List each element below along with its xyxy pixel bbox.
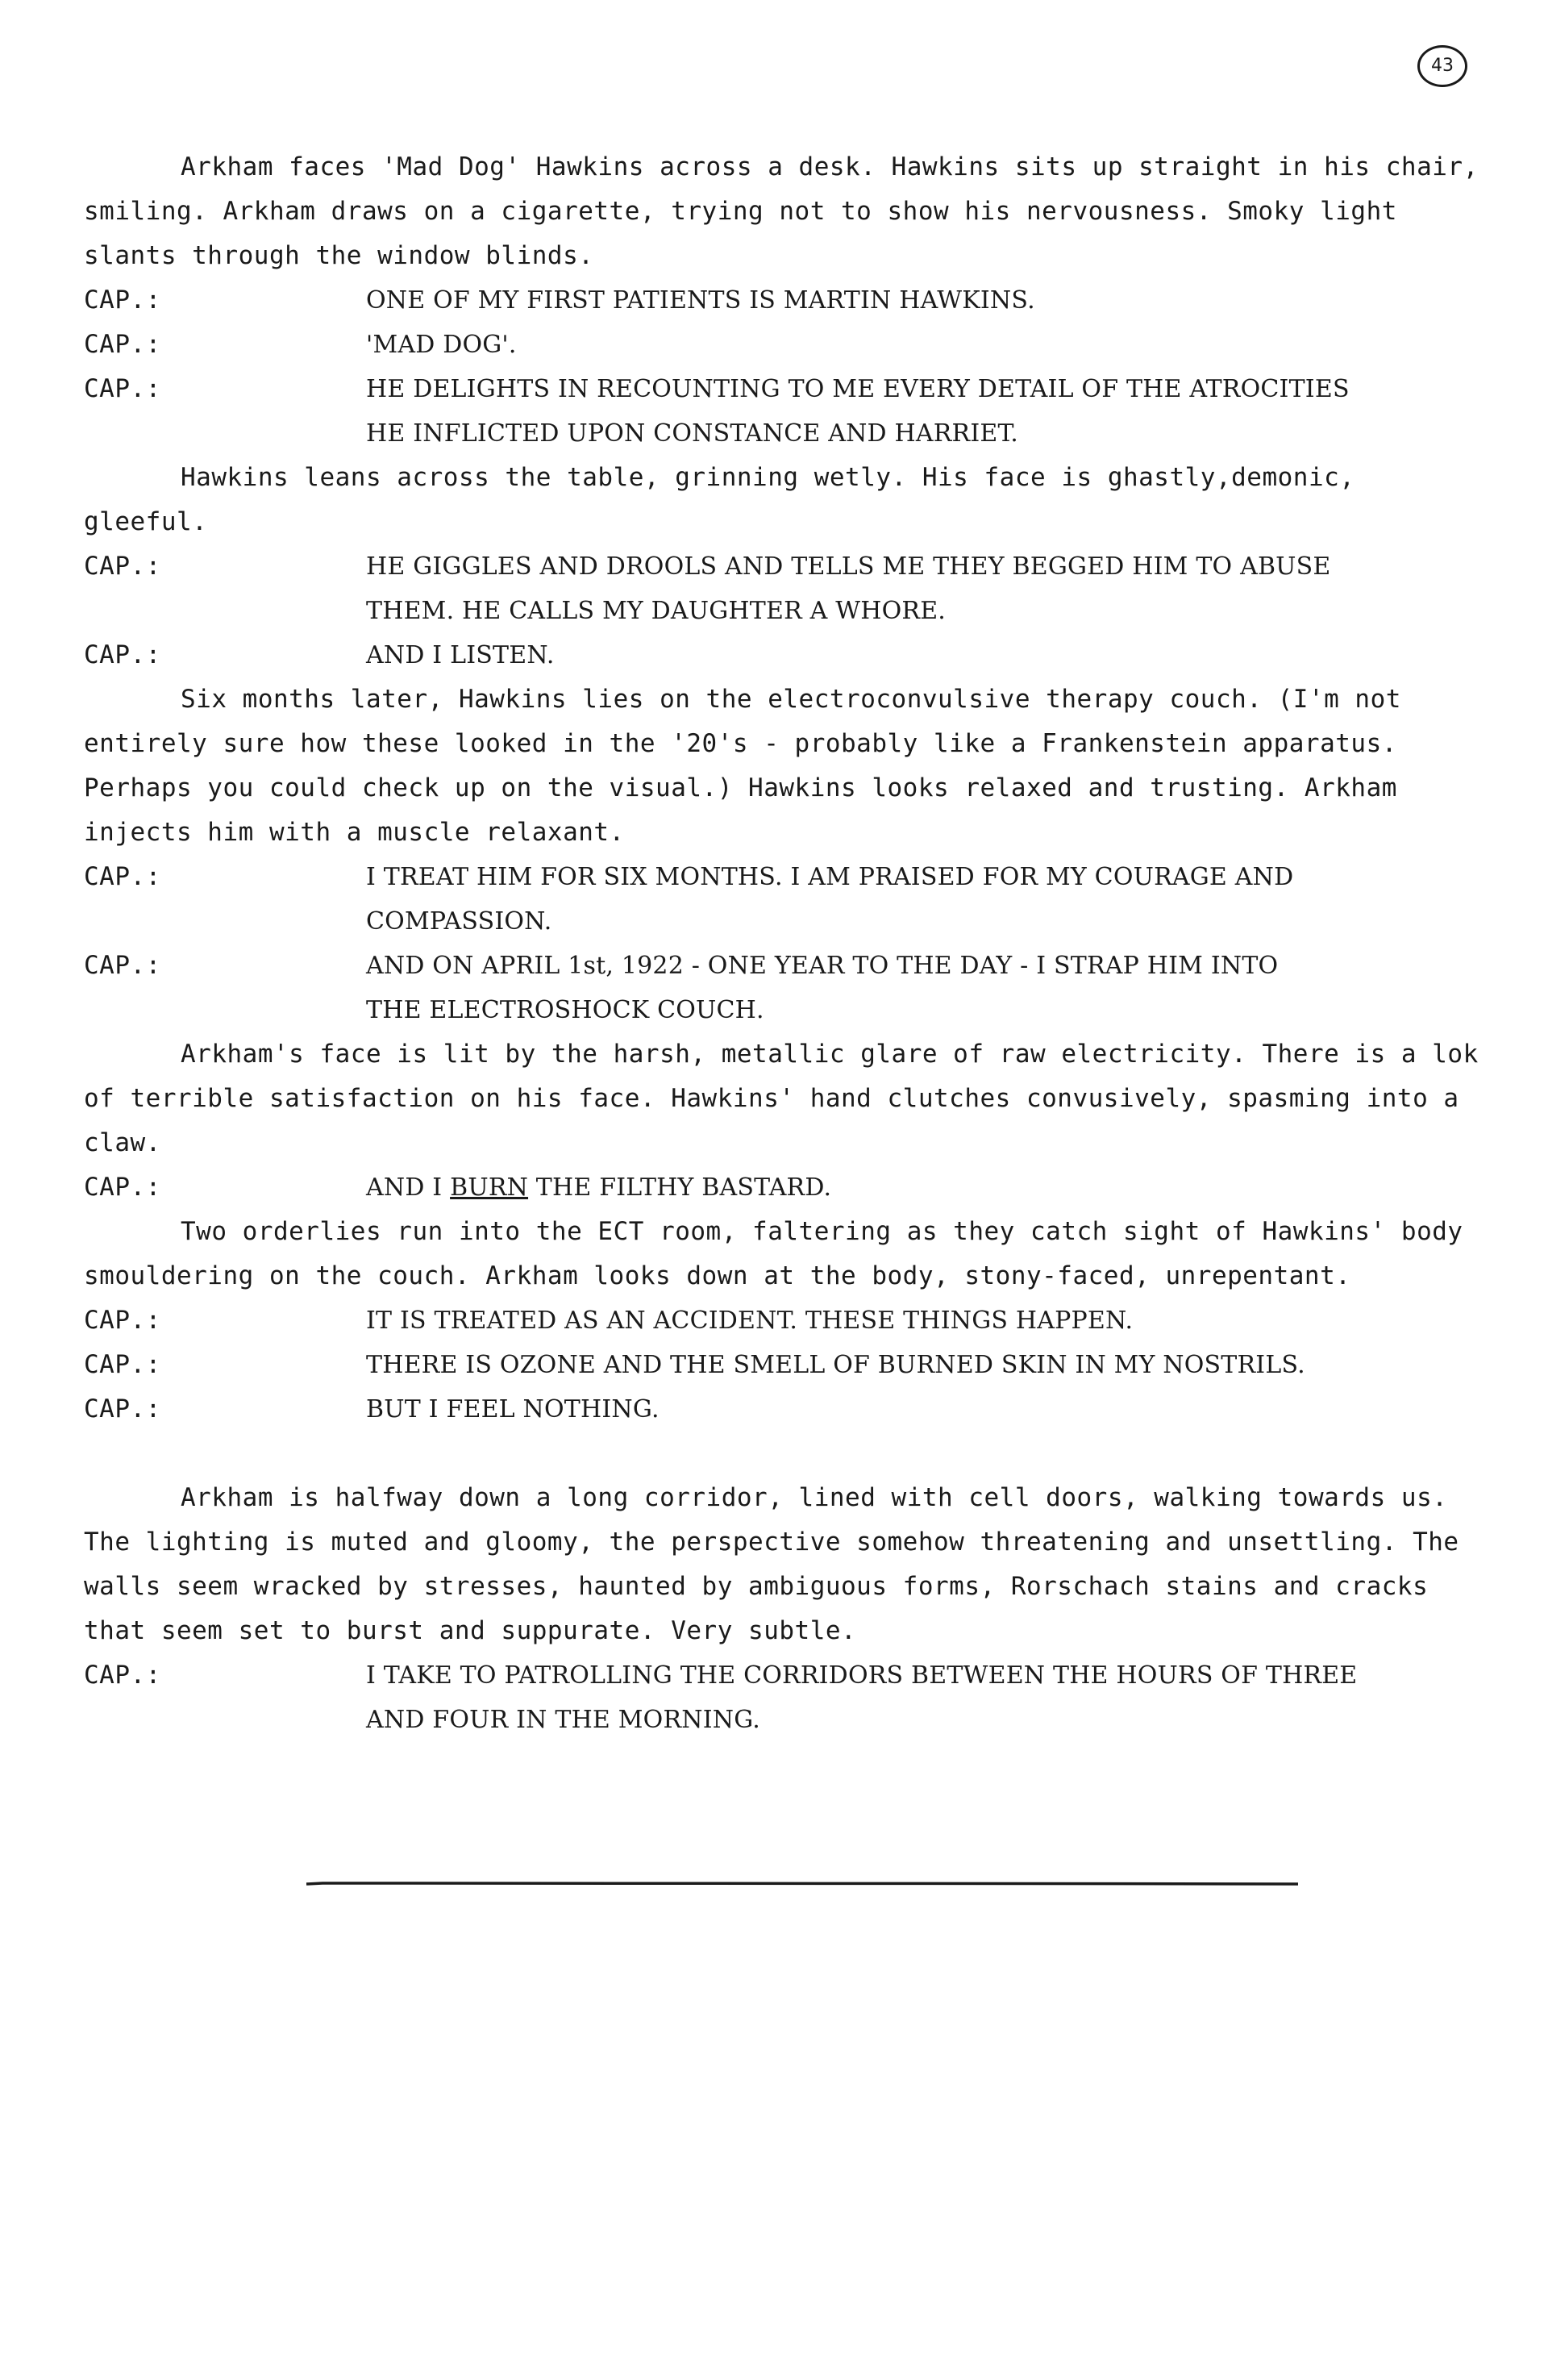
caption-row [84,589,1487,633]
caption-label: CAP.: [84,374,161,403]
underlined-word: BURN [450,1173,529,1202]
caption-text: HE DELIGHTS IN RECOUNTING TO ME EVERY DETAIL OF THE ATROCITIES [366,375,1350,403]
caption-label [84,589,366,633]
caption-text: HE INFLICTED UPON CONSTANCE AND HARRIET. [366,419,1019,448]
action-paragraph: Arkham faces 'Mad Dog' Hawkins across a desk. Hawkins sits up straight in his chair, smiling. Arkham draws on a cigarette, trying not to show his nervousness. Smoky light slants through the window blinds. [84,152,1479,270]
caption-label [84,411,366,456]
action-paragraph: Arkham is halfway down a long corridor, lined with cell doors, walking towards us. The lighting is muted and gloomy, the perspective somehow threatening and unsettling. The walls seem wracked by stresses, haunted by ambiguous forms, Rorschach stains and cracks that seem set to burst and suppurate. Very subtle. [84,1483,1459,1645]
caption-row [84,899,1487,944]
caption-label: CAP.: [84,286,161,315]
caption-row [84,633,1487,677]
caption-text: IT IS TREATED AS AN ACCIDENT. THESE THINGS HAPPEN. [366,1307,1134,1335]
action-paragraph: Arkham's face is lit by the harsh, metallic glare of raw electricity. There is a lok of terrible satisfaction on his face. Hawkins' hand clutches convusively, spasming into a claw. [84,1040,1479,1157]
caption-text: I TAKE TO PATROLLING THE CORRIDORS BETWEEN THE HOURS OF THREE [366,1661,1358,1690]
caption-text: AND ON APRIL 1st, 1922 - ONE YEAR TO THE DAY - I STRAP HIM INTO [366,952,1279,980]
caption-label [84,1698,366,1742]
caption-text: AND FOUR IN THE MORNING. [366,1706,761,1734]
caption-row [84,544,1487,589]
caption-row [84,1698,1487,1742]
caption-row [84,411,1487,456]
caption-label: CAP.: [84,330,161,359]
caption-row [84,323,1487,367]
caption-row [84,1653,1487,1698]
caption-text: AND I BURN THE FILTHY BASTARD. [366,1173,832,1202]
caption-row [84,1165,1487,1210]
caption-row [84,1298,1487,1343]
caption-label: CAP.: [84,1173,161,1202]
caption-label: CAP.: [84,1661,161,1690]
caption-label: CAP.: [84,640,161,669]
caption-label: CAP.: [84,552,161,581]
action-paragraph: Hawkins leans across the table, grinning wetly. His face is ghastly,demonic, gleeful. [84,463,1355,536]
end-rule [306,1881,1298,1887]
caption-text: BUT I FEEL NOTHING. [366,1395,660,1423]
caption-label: CAP.: [84,862,161,891]
caption-text: THERE IS OZONE AND THE SMELL OF BURNED SKIN IN MY NOSTRILS. [366,1351,1305,1379]
caption-text: HE GIGGLES AND DROOLS AND TELLS ME THEY BEGGED HIM TO ABUSE [366,552,1331,581]
page-number-badge: 43 [1417,45,1467,87]
caption-text: AND I LISTEN. [366,641,555,669]
caption-label [84,899,366,944]
caption-label [84,988,366,1032]
caption-text: I TREAT HIM FOR SIX MONTHS. I AM PRAISED FOR MY COURAGE AND [366,863,1294,891]
caption-label: CAP.: [84,1306,161,1335]
caption-row [84,278,1487,323]
caption-label: CAP.: [84,951,161,980]
caption-row [84,855,1487,899]
script-body [84,145,1487,1742]
section-gap [84,1432,1487,1476]
caption-text: THE ELECTROSHOCK COUCH. [366,996,764,1024]
caption-text: ONE OF MY FIRST PATIENTS IS MARTIN HAWKINS. [366,286,1035,315]
caption-text: THEM. HE CALLS MY DAUGHTER A WHORE. [366,597,947,625]
caption-text: COMPASSION. [366,907,552,936]
caption-row [84,1387,1487,1432]
action-paragraph: Two orderlies run into the ECT room, faltering as they catch sight of Hawkins' body smouldering on the couch. Arkham looks down at the body, stony-faced, unrepentant. [84,1217,1463,1290]
caption-row [84,1343,1487,1387]
caption-row [84,944,1487,988]
action-paragraph: Six months later, Hawkins lies on the electroconvulsive therapy couch. (I'm not entirely sure how these looked in the '20's - probably like a Frankenstein apparatus. Perhaps you could check up on the visual.) Hawkins looks relaxed and trusting. Arkham injects him with a muscle relaxant. [84,685,1401,847]
caption-row [84,988,1487,1032]
caption-text: 'MAD DOG'. [366,331,517,359]
caption-row [84,367,1487,411]
caption-label: CAP.: [84,1394,161,1423]
caption-label: CAP.: [84,1350,161,1379]
